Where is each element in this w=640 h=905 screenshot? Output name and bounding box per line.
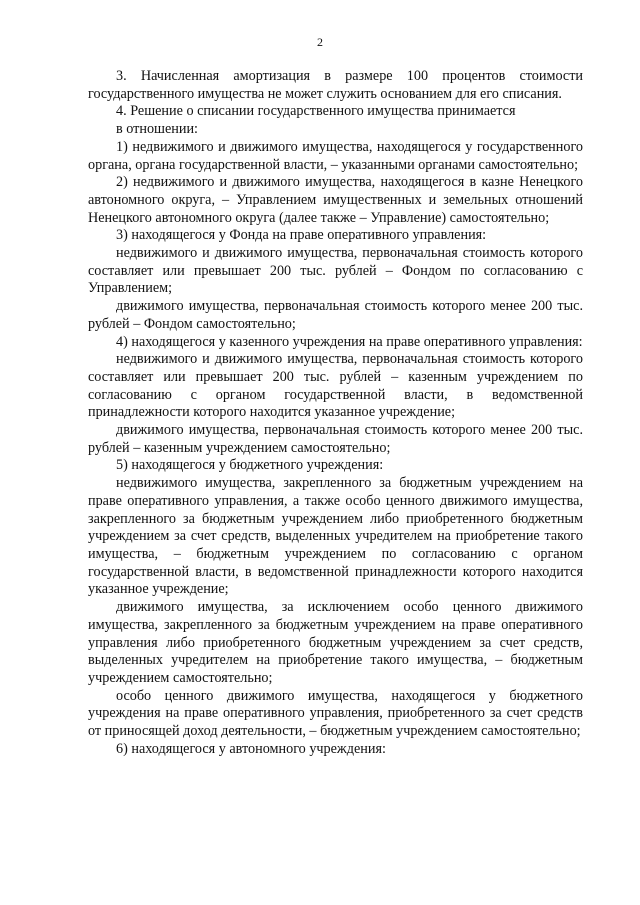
page-number: 2 (317, 35, 323, 49)
paragraph-item-4: 4) находящегося у казенного учреждения на праве оперативного управления: (116, 333, 583, 350)
paragraph-item-3-a: недвижимого и движимого имущества, первоначальная стоимость которого составляет или превышает 200 тыс. рублей – Фондом по согласованию с Управлением; (88, 245, 583, 297)
paragraph-item-3: 3) находящегося у Фонда на праве оперативного управления: (116, 227, 487, 244)
paragraph-item-4-a: недвижимого и движимого имущества, первоначальная стоимость которого составляет или превышает 200 тыс. рублей – казенным учреждением по согласованию с органом государственной власти, в ведомственной принадлежности которого находится указанное учреждение; (88, 351, 583, 421)
paragraph-in-respect: в отношении: (116, 121, 198, 138)
paragraph-item-5-b: движимого имущества, за исключением особо ценного движимого имущества, закрепленного за бюджетным учреждением на праве оперативного управления либо приобретенного бюджетным учреждением за счет средств, выделенных учредителем на приобретение такого имущества, – бюджетным учреждением самостоятельно; (88, 599, 583, 686)
paragraph-item-4-b: движимого имущества, первоначальная стоимость которого менее 200 тыс. рублей – казенным учреждением самостоятельно; (88, 422, 583, 456)
document-body (88, 68, 583, 758)
paragraph-item-5-c: особо ценного движимого имущества, находящегося у бюджетного учреждения на праве оперативного управления, приобретенного за счет средств от приносящей доход деятельности, – бюджетным учреждением самостоятельно; (88, 687, 583, 740)
paragraph-item-1: 1) недвижимого и движимого имущества, находящегося у государственного органа, органа государственной власти, – указанными органами самостоятельно; (88, 138, 583, 173)
paragraph-item-5: 5) находящегося у бюджетного учреждения: (116, 457, 384, 474)
paragraph-item-3-b: движимого имущества, первоначальная стоимость которого менее 200 тыс. рублей – Фондом самостоятельно; (88, 298, 583, 332)
paragraph-item-2: 2) недвижимого и движимого имущества, находящегося в казне Ненецкого автономного округа, – Управлением имущественных и земельных отношений Ненецкого автономного округа (далее также – Управление) самостоятельно; (88, 174, 583, 226)
paragraph-amortization: 3. Начисленная амортизация в размере 100 процентов стоимости государственного имущества не может служить основанием для его списания. (88, 68, 583, 102)
paragraph-item-5-a: недвижимого имущества, закрепленного за бюджетным учреждением на праве оперативного управления, а также особо ценного движимого имущества, закрепленного за бюджетным учреждением либо приобретенного бюджетным учреждением за счет средств, выделенных учредителем на приобретение такого имущества, – бюджетным учреждением по согласованию с органом государственной власти, в ведомственной принадлежности которого находится указанное учреждение; (88, 475, 583, 598)
paragraph-item-6: 6) находящегося у автономного учреждения: (116, 740, 386, 757)
paragraph-decision: 4. Решение о списании государственного имущества принимается (116, 103, 516, 120)
